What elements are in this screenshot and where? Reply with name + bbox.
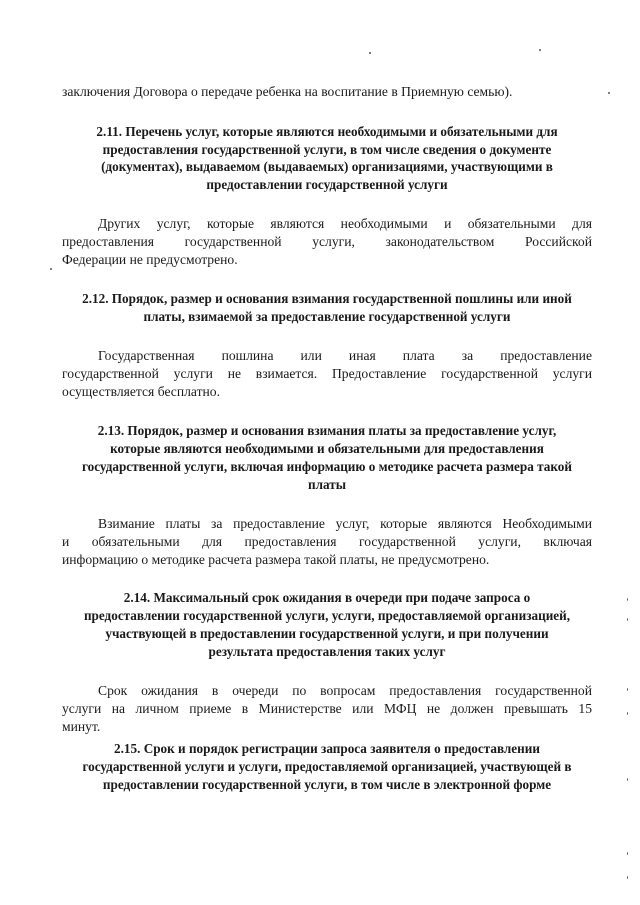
- section-heading-2-14: участвующей в предоставлении государственной услуги, и при получении: [105, 626, 549, 641]
- scan-speck: [627, 876, 628, 879]
- section-heading-2-11: 2.11. Перечень услуг, которые являются необходимыми и обязательными для: [96, 124, 558, 139]
- paragraph-line: Федерации не предусмотрено.: [62, 252, 238, 267]
- section-heading-2-11: предоставления государственной услуги, в том числе сведения о документе: [102, 142, 552, 157]
- paragraph-line: минут.: [62, 719, 101, 734]
- scan-speck: [369, 52, 371, 54]
- section-heading-2-14: 2.14. Максимальный срок ожидания в очереди при подаче запроса о: [123, 590, 531, 605]
- paragraph-line: и обязательными для предоставления государственной услуги, включая: [62, 534, 592, 549]
- section-heading-2-15: 2.15. Срок и порядок регистрации запроса заявителя о предоставлении: [114, 741, 540, 756]
- paragraph-line: Взимание платы за предоставление услуг, которые являются Необходимыми: [98, 516, 592, 531]
- paragraph-line: Других услуг, которые являются необходимыми и обязательными для: [98, 216, 592, 231]
- scan-speck: [539, 49, 541, 51]
- section-heading-2-13: платы: [307, 477, 347, 492]
- paragraph-line: информацию о методике расчета размера такой платы, не предусмотрено.: [62, 552, 490, 567]
- scan-speck: [627, 618, 628, 621]
- section-heading-2-11: предоставлении государственной услуги: [206, 177, 448, 192]
- scan-speck: [627, 852, 628, 855]
- section-heading-2-12: 2.12. Порядок, размер и основания взимания государственной пошлины или иной: [82, 291, 572, 306]
- paragraph-line: Государственная пошлина или иная плата за предоставление: [98, 348, 592, 363]
- scan-speck: [627, 598, 628, 601]
- paragraph-line: осуществляется бесплатно.: [62, 384, 220, 399]
- section-heading-2-12: платы, взимаемой за предоставление государственной услуги: [143, 309, 511, 324]
- scan-speck: [627, 778, 628, 781]
- section-heading-2-14: результата предоставления таких услуг: [208, 644, 446, 659]
- paragraph-line: государственной услуги не взимается. Предоставление государственной услуги: [62, 366, 592, 381]
- paragraph-line: Срок ожидания в очереди по вопросам предоставления государственной: [98, 683, 592, 698]
- section-heading-2-13: государственной услуги, включая информацию о методике расчета размера такой: [82, 459, 572, 474]
- section-heading-2-14: предоставлении государственной услуги, услуги, предоставляемой организацией,: [83, 608, 571, 623]
- section-heading-2-13: 2.13. Порядок, размер и основания взимания платы за предоставление услуг,: [97, 423, 557, 438]
- scan-speck: [627, 712, 628, 715]
- paragraph-line: предоставления государственной услуги, законодательством Российской: [62, 234, 592, 249]
- section-heading-2-11: (документах), выдаваемом (выдаваемых) организациями, участвующими в: [101, 159, 553, 174]
- section-heading-2-13: которые являются необходимыми и обязательными для предоставления: [110, 441, 544, 456]
- section-heading-2-15: государственной услуги и услуги, предоставляемой организацией, участвующей в: [82, 759, 572, 774]
- scan-speck: [50, 268, 52, 270]
- scan-speck: [608, 92, 610, 94]
- section-heading-2-15: предоставлении государственной услуги, в том числе в электронной форме: [102, 777, 552, 792]
- text-line: заключения Договора о передаче ребенка на воспитание в Приемную семью).: [62, 84, 513, 99]
- paragraph-line: услуги на личном приеме в Министерстве или МФЦ не должен превышать 15: [62, 701, 592, 716]
- scan-speck: [627, 688, 628, 691]
